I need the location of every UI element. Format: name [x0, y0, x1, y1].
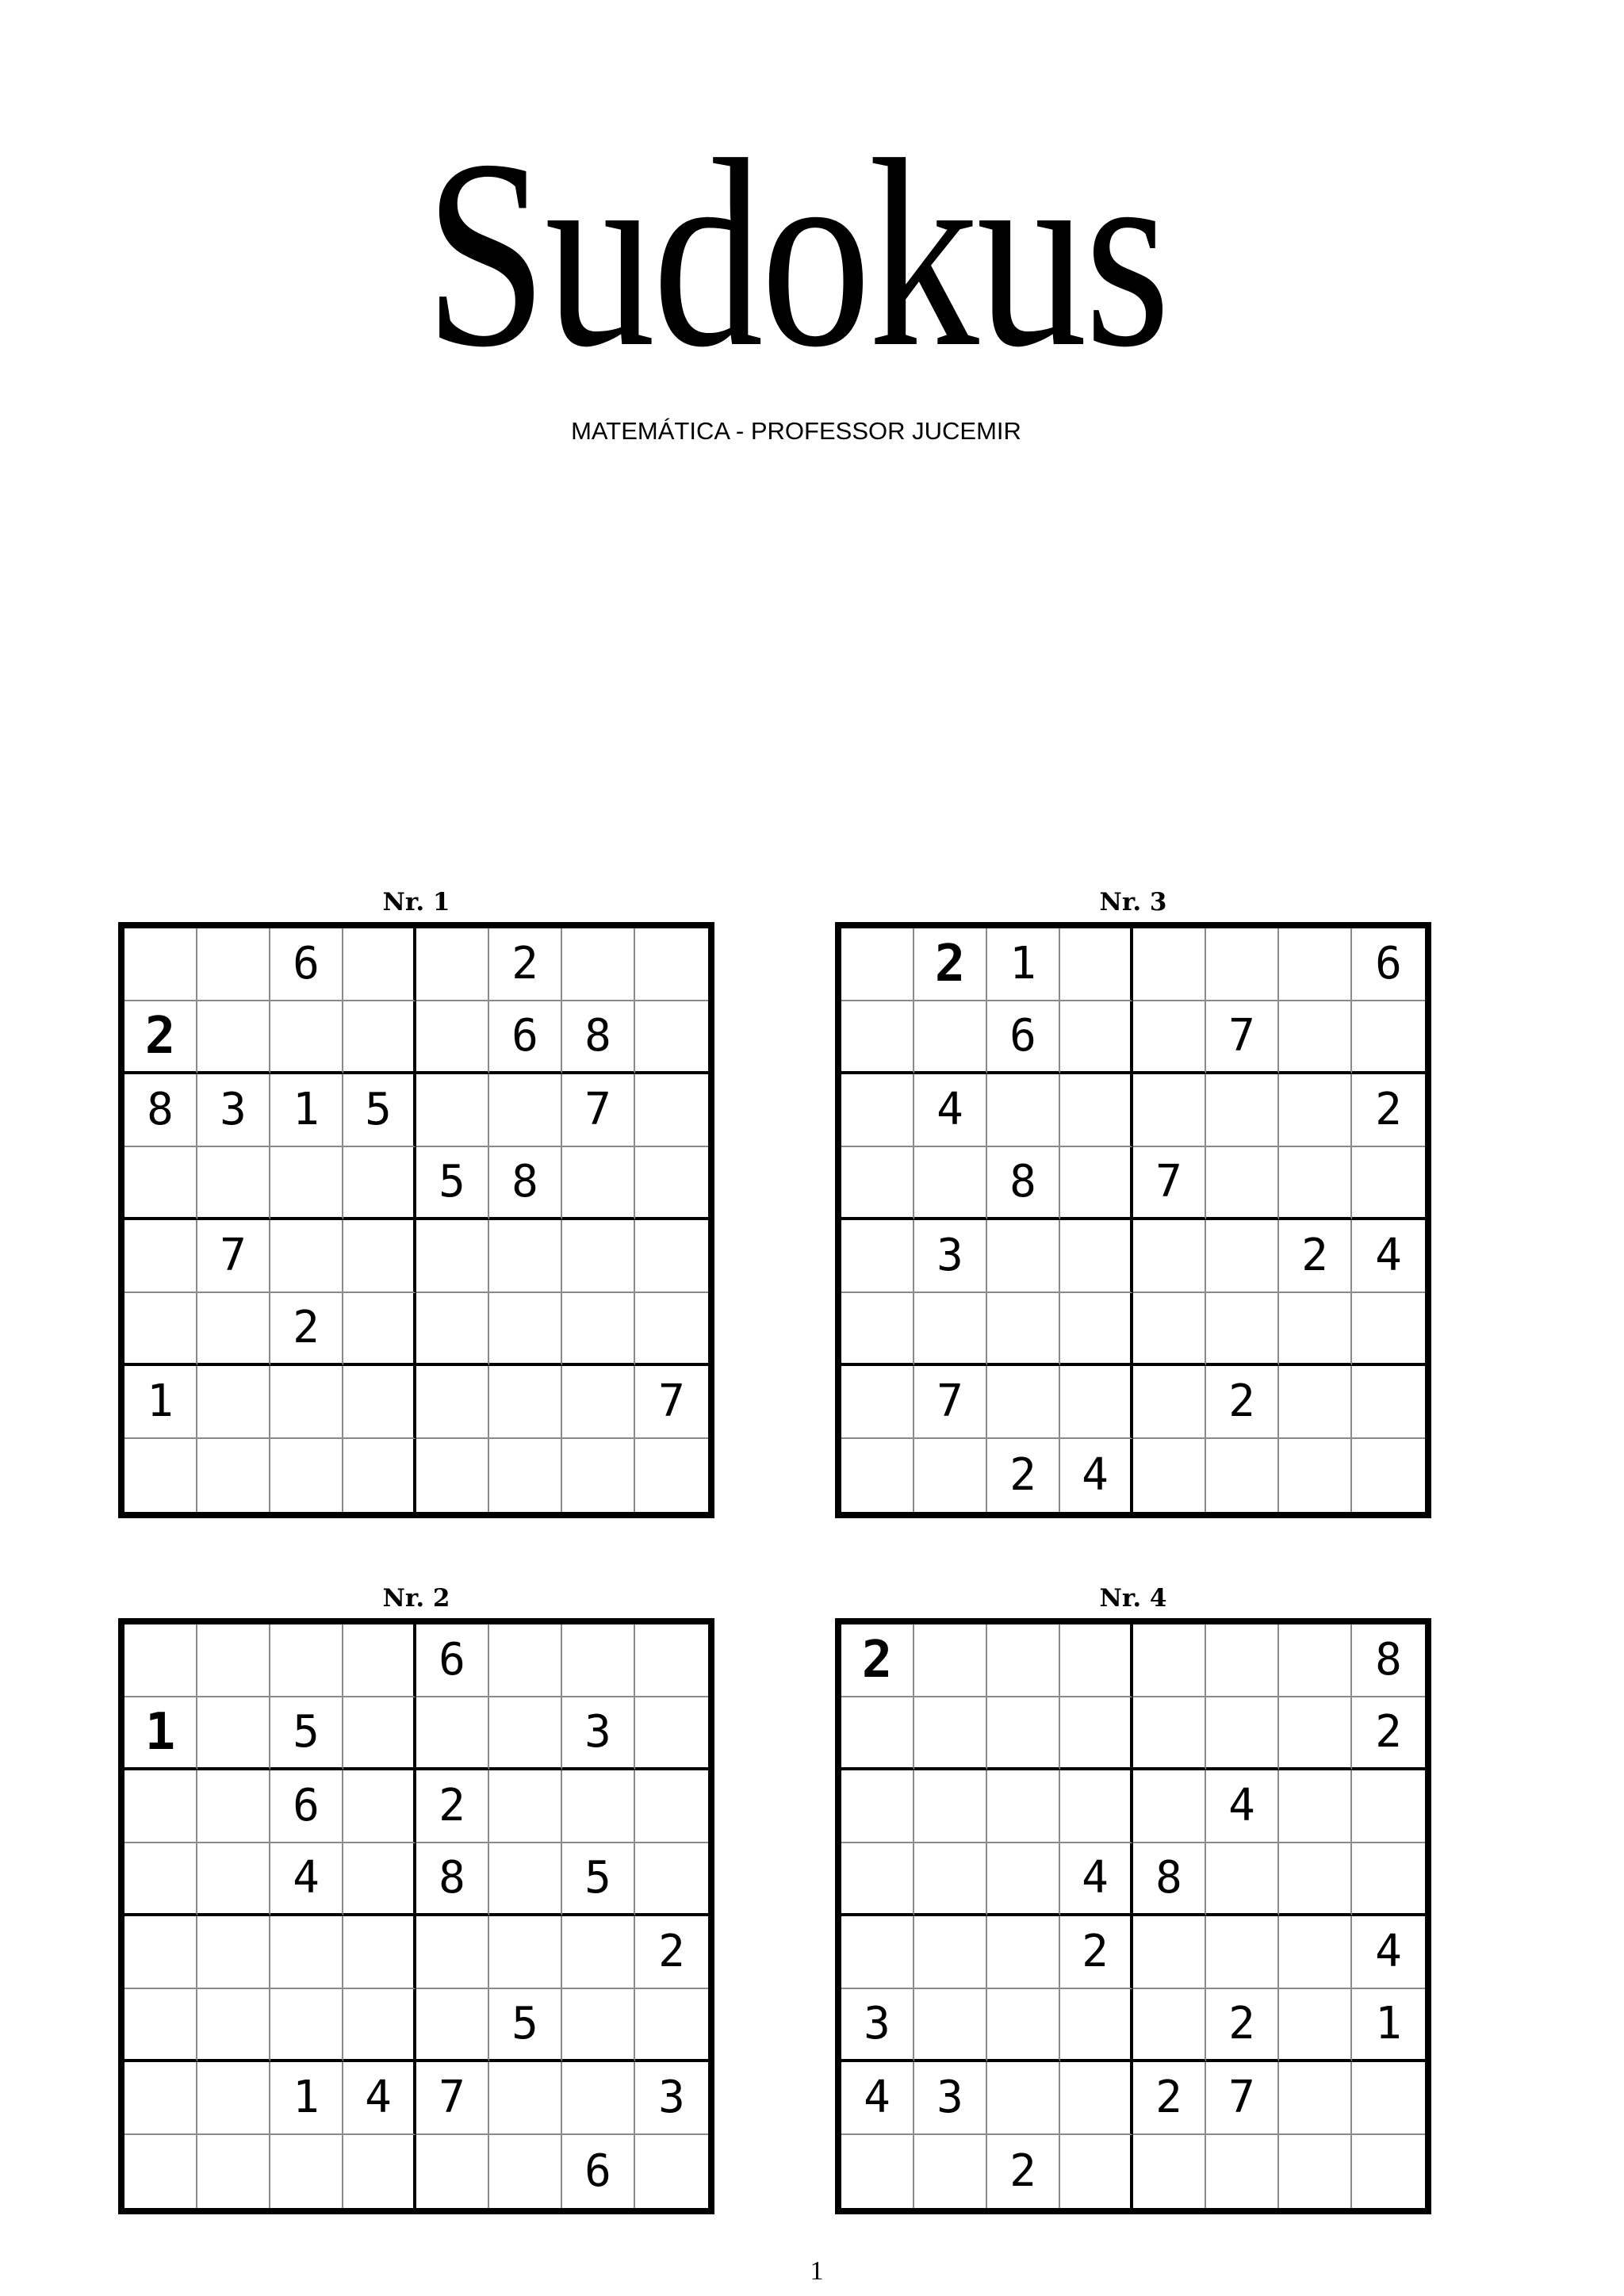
sudoku-cell — [635, 1220, 708, 1293]
sudoku-cell — [1060, 1770, 1133, 1843]
sudoku-cell: 4 — [1206, 1770, 1279, 1843]
sudoku-cell — [197, 1147, 270, 1220]
sudoku-cell — [635, 1843, 708, 1916]
sudoku-cell — [1206, 1220, 1279, 1293]
sudoku-cell — [562, 928, 635, 1001]
sudoku-cell: 2 — [841, 1624, 914, 1697]
sudoku-cell: 2 — [416, 1770, 489, 1843]
sudoku-cell: 6 — [1352, 928, 1425, 1001]
sudoku-cell — [987, 1770, 1060, 1843]
sudoku-cell — [270, 1916, 343, 1989]
sudoku-cell — [841, 1220, 914, 1293]
sudoku-puzzle-3 — [835, 888, 1431, 1518]
page-number: 1 — [810, 2256, 824, 2286]
sudoku-cell — [1279, 1770, 1352, 1843]
sudoku-cell — [1352, 1147, 1425, 1220]
sudoku-cell: 2 — [1133, 2062, 1206, 2135]
sudoku-puzzle-4 — [835, 1584, 1431, 2214]
sudoku-cell — [841, 1770, 914, 1843]
sudoku-cell — [1206, 1293, 1279, 1366]
sudoku-cell: 4 — [1352, 1916, 1425, 1989]
sudoku-cell — [416, 928, 489, 1001]
sudoku-cell — [343, 1916, 416, 1989]
sudoku-cell — [914, 1439, 987, 1512]
sudoku-cell — [270, 1001, 343, 1074]
sudoku-cell — [1206, 1439, 1279, 1512]
sudoku-cell: 6 — [987, 1001, 1060, 1074]
sudoku-cell: 4 — [1352, 1220, 1425, 1293]
sudoku-cell: 7 — [635, 1366, 708, 1439]
sudoku-cell: 1 — [124, 1366, 197, 1439]
sudoku-cell — [1279, 1439, 1352, 1512]
sudoku-cell — [489, 1624, 562, 1697]
sudoku-grid — [835, 1618, 1431, 2214]
sudoku-cell — [1206, 1147, 1279, 1220]
sudoku-cell — [1060, 1293, 1133, 1366]
sudoku-cell — [987, 1293, 1060, 1366]
sudoku-cell: 3 — [562, 1697, 635, 1770]
sudoku-cell — [270, 1220, 343, 1293]
sudoku-cell — [489, 1074, 562, 1147]
sudoku-cell — [197, 1916, 270, 1989]
sudoku-cell — [841, 1074, 914, 1147]
sudoku-cell — [1060, 928, 1133, 1001]
sudoku-cell — [1279, 1989, 1352, 2062]
sudoku-cell — [1060, 1697, 1133, 1770]
sudoku-cell — [489, 1293, 562, 1366]
sudoku-cell — [416, 1916, 489, 1989]
sudoku-cell — [841, 1001, 914, 1074]
sudoku-cell — [489, 1220, 562, 1293]
sudoku-cell — [1279, 928, 1352, 1001]
sudoku-cell — [1133, 1770, 1206, 1843]
sudoku-cell — [562, 2062, 635, 2135]
sudoku-cell — [914, 1916, 987, 1989]
sudoku-cell: 2 — [987, 1439, 1060, 1512]
sudoku-cell — [343, 1770, 416, 1843]
sudoku-cell: 2 — [635, 1916, 708, 1989]
sudoku-cell: 8 — [489, 1147, 562, 1220]
sudoku-cell — [1060, 2135, 1133, 2208]
sudoku-cell — [1279, 1293, 1352, 1366]
sudoku-cell — [124, 1147, 197, 1220]
sudoku-cell — [1133, 1624, 1206, 1697]
sudoku-cell — [914, 1843, 987, 1916]
sudoku-cell — [270, 1624, 343, 1697]
sudoku-cell — [1133, 1366, 1206, 1439]
sudoku-cell — [841, 1366, 914, 1439]
sudoku-cell — [635, 1989, 708, 2062]
sudoku-cell — [1279, 2062, 1352, 2135]
sudoku-cell — [197, 1989, 270, 2062]
sudoku-grid — [118, 922, 714, 1518]
sudoku-cell: 7 — [562, 1074, 635, 1147]
sudoku-cell — [562, 1220, 635, 1293]
sudoku-cell — [1060, 1989, 1133, 2062]
sudoku-cell — [914, 2135, 987, 2208]
sudoku-cell — [562, 1366, 635, 1439]
sudoku-cell — [1133, 1293, 1206, 1366]
sudoku-cell — [1279, 1366, 1352, 1439]
sudoku-cell: 2 — [1279, 1220, 1352, 1293]
sudoku-cell — [197, 2062, 270, 2135]
sudoku-cell — [197, 1439, 270, 1512]
sudoku-cell — [914, 1147, 987, 1220]
sudoku-cell: 3 — [197, 1074, 270, 1147]
sudoku-cell — [270, 1439, 343, 1512]
sudoku-cell — [635, 1697, 708, 1770]
sudoku-cell — [416, 1989, 489, 2062]
sudoku-cell: 2 — [1060, 1916, 1133, 1989]
sudoku-cell — [987, 1843, 1060, 1916]
sudoku-cell — [635, 1439, 708, 1512]
sudoku-cell — [270, 1989, 343, 2062]
sudoku-cell — [489, 1697, 562, 1770]
sudoku-cell — [343, 928, 416, 1001]
sudoku-cell: 2 — [1206, 1989, 1279, 2062]
sudoku-cell — [1279, 1697, 1352, 1770]
sudoku-cell: 8 — [1352, 1624, 1425, 1697]
sudoku-cell — [1352, 2135, 1425, 2208]
sudoku-cell — [841, 1147, 914, 1220]
sudoku-cell — [124, 1439, 197, 1512]
sudoku-cell — [1352, 1843, 1425, 1916]
sudoku-cell — [1352, 1293, 1425, 1366]
sudoku-cell — [635, 1074, 708, 1147]
sudoku-cell — [1206, 1843, 1279, 1916]
sudoku-cell: 4 — [1060, 1843, 1133, 1916]
sudoku-cell: 4 — [270, 1843, 343, 1916]
sudoku-cell — [987, 1989, 1060, 2062]
sudoku-cell — [914, 1770, 987, 1843]
sudoku-cell: 4 — [841, 2062, 914, 2135]
sudoku-cell — [1133, 1916, 1206, 1989]
sudoku-cell — [1133, 2135, 1206, 2208]
puzzle-label: Nr. 2 — [382, 1584, 450, 1613]
sudoku-cell — [987, 1916, 1060, 1989]
sudoku-cell — [124, 1293, 197, 1366]
sudoku-cell — [562, 1989, 635, 2062]
sudoku-cell — [635, 2135, 708, 2208]
sudoku-cell: 2 — [987, 2135, 1060, 2208]
sudoku-cell — [197, 1366, 270, 1439]
sudoku-cell — [343, 2135, 416, 2208]
sudoku-cell — [635, 1293, 708, 1366]
sudoku-cell — [1352, 2062, 1425, 2135]
sudoku-cell: 8 — [987, 1147, 1060, 1220]
sudoku-cell — [841, 1843, 914, 1916]
sudoku-cell — [1279, 2135, 1352, 2208]
sudoku-cell — [343, 1293, 416, 1366]
sudoku-cell — [489, 2062, 562, 2135]
sudoku-cell — [1279, 1001, 1352, 1074]
sudoku-cell — [197, 928, 270, 1001]
sudoku-cell — [197, 1293, 270, 1366]
sudoku-cell — [416, 1697, 489, 1770]
sudoku-cell: 2 — [124, 1001, 197, 1074]
sudoku-cell — [124, 2135, 197, 2208]
sudoku-cell — [1352, 1366, 1425, 1439]
sudoku-cell — [197, 1001, 270, 1074]
sudoku-cell: 5 — [343, 1074, 416, 1147]
sudoku-cell — [1133, 1220, 1206, 1293]
sudoku-cell — [1279, 1147, 1352, 1220]
sudoku-cell — [841, 928, 914, 1001]
sudoku-cell — [841, 1293, 914, 1366]
sudoku-cell — [562, 1916, 635, 1989]
sudoku-cell: 3 — [841, 1989, 914, 2062]
sudoku-cell — [416, 1439, 489, 1512]
sudoku-cell — [635, 1147, 708, 1220]
sudoku-cell — [635, 1770, 708, 1843]
sudoku-cell — [1060, 1147, 1133, 1220]
sudoku-cell — [416, 1293, 489, 1366]
puzzle-label: Nr. 4 — [1099, 1584, 1167, 1613]
sudoku-cell — [197, 2135, 270, 2208]
page-subtitle: MATEMÁTICA - PROFESSOR JUCEMIR — [571, 417, 1021, 445]
sudoku-cell: 1 — [987, 928, 1060, 1001]
sudoku-cell: 1 — [1352, 1989, 1425, 2062]
sudoku-cell — [1352, 1770, 1425, 1843]
sudoku-cell — [124, 2062, 197, 2135]
sudoku-grid — [118, 1618, 714, 2214]
sudoku-cell — [416, 1074, 489, 1147]
sudoku-cell — [841, 1439, 914, 1512]
sudoku-cell — [197, 1624, 270, 1697]
sudoku-cell — [987, 2062, 1060, 2135]
sudoku-cell — [1279, 1843, 1352, 1916]
sudoku-cell: 4 — [914, 1074, 987, 1147]
sudoku-cell — [197, 1843, 270, 1916]
sudoku-cell: 1 — [270, 2062, 343, 2135]
sudoku-cell — [124, 1624, 197, 1697]
sudoku-cell — [562, 1147, 635, 1220]
sudoku-cell — [1352, 1439, 1425, 1512]
sudoku-cell — [1133, 1074, 1206, 1147]
sudoku-cell — [343, 1366, 416, 1439]
sudoku-cell: 5 — [416, 1147, 489, 1220]
sudoku-cell: 2 — [914, 928, 987, 1001]
sudoku-cell — [1060, 1001, 1133, 1074]
sudoku-cell — [1279, 1074, 1352, 1147]
sudoku-cell — [1352, 1001, 1425, 1074]
sudoku-cell — [197, 1697, 270, 1770]
sudoku-cell — [1060, 1074, 1133, 1147]
sudoku-cell — [1060, 1220, 1133, 1293]
sudoku-cell: 7 — [1206, 2062, 1279, 2135]
sudoku-cell: 1 — [270, 1074, 343, 1147]
sudoku-cell: 4 — [343, 2062, 416, 2135]
sudoku-cell — [270, 1366, 343, 1439]
sudoku-cell: 5 — [562, 1843, 635, 1916]
sudoku-puzzle-1 — [118, 888, 714, 1518]
sudoku-cell — [1133, 1989, 1206, 2062]
sudoku-cell — [635, 928, 708, 1001]
sudoku-cell — [197, 1770, 270, 1843]
sudoku-cell — [1060, 1366, 1133, 1439]
sudoku-cell: 7 — [914, 1366, 987, 1439]
sudoku-cell: 3 — [914, 2062, 987, 2135]
sudoku-cell: 5 — [489, 1989, 562, 2062]
sudoku-cell: 6 — [489, 1001, 562, 1074]
sudoku-cell — [343, 1439, 416, 1512]
sudoku-cell — [343, 1001, 416, 1074]
sudoku-cell: 5 — [270, 1697, 343, 1770]
sudoku-cell: 4 — [1060, 1439, 1133, 1512]
sudoku-cell — [841, 1916, 914, 1989]
sudoku-cell — [489, 1366, 562, 1439]
sudoku-cell — [124, 1989, 197, 2062]
sudoku-cell: 8 — [562, 1001, 635, 1074]
sudoku-cell — [914, 1001, 987, 1074]
sudoku-cell — [1133, 1439, 1206, 1512]
sudoku-cell: 7 — [197, 1220, 270, 1293]
sudoku-cell: 7 — [1206, 1001, 1279, 1074]
sudoku-cell — [416, 1220, 489, 1293]
sudoku-cell — [416, 1366, 489, 1439]
sudoku-cell — [270, 2135, 343, 2208]
puzzle-label: Nr. 1 — [382, 888, 450, 916]
sudoku-cell — [562, 1293, 635, 1366]
sudoku-cell: 2 — [1206, 1366, 1279, 1439]
sudoku-cell — [987, 1220, 1060, 1293]
sudoku-cell — [562, 1624, 635, 1697]
sudoku-cell — [124, 928, 197, 1001]
sudoku-cell — [489, 2135, 562, 2208]
sudoku-cell: 2 — [1352, 1074, 1425, 1147]
sudoku-cell: 6 — [270, 1770, 343, 1843]
sudoku-cell — [562, 1439, 635, 1512]
page-title: Sudokus — [424, 104, 1168, 403]
sudoku-cell: 8 — [1133, 1843, 1206, 1916]
sudoku-cell: 6 — [270, 928, 343, 1001]
sudoku-cell — [343, 1989, 416, 2062]
sudoku-cell — [416, 2135, 489, 2208]
sudoku-cell — [987, 1074, 1060, 1147]
sudoku-cell — [343, 1843, 416, 1916]
sudoku-cell — [124, 1770, 197, 1843]
sudoku-cell — [1133, 928, 1206, 1001]
sudoku-cell: 7 — [1133, 1147, 1206, 1220]
sudoku-cell — [841, 2135, 914, 2208]
sudoku-cell — [1133, 1001, 1206, 1074]
sudoku-cell — [1206, 1074, 1279, 1147]
sudoku-cell — [1060, 1624, 1133, 1697]
sudoku-cell — [124, 1916, 197, 1989]
sudoku-cell — [914, 1293, 987, 1366]
sudoku-cell — [1206, 2135, 1279, 2208]
sudoku-cell — [987, 1624, 1060, 1697]
sudoku-cell: 8 — [124, 1074, 197, 1147]
sudoku-cell — [914, 1989, 987, 2062]
sudoku-cell — [489, 1439, 562, 1512]
sudoku-grid — [835, 922, 1431, 1518]
sudoku-cell — [1206, 1916, 1279, 1989]
sudoku-puzzle-2 — [118, 1584, 714, 2214]
sudoku-cell — [1060, 2062, 1133, 2135]
sudoku-cell — [124, 1843, 197, 1916]
sudoku-cell — [1133, 1697, 1206, 1770]
sudoku-cell — [987, 1697, 1060, 1770]
sudoku-cell — [343, 1147, 416, 1220]
sudoku-cell — [416, 1001, 489, 1074]
sudoku-cell — [270, 1147, 343, 1220]
sudoku-cell — [489, 1916, 562, 1989]
sudoku-cell: 2 — [270, 1293, 343, 1366]
sudoku-cell: 8 — [416, 1843, 489, 1916]
sudoku-cell — [562, 1770, 635, 1843]
sudoku-cell — [343, 1697, 416, 1770]
sudoku-cell — [343, 1220, 416, 1293]
puzzle-label: Nr. 3 — [1099, 888, 1167, 916]
sudoku-cell — [987, 1366, 1060, 1439]
sudoku-cell — [635, 1624, 708, 1697]
sudoku-cell — [914, 1697, 987, 1770]
sudoku-cell — [124, 1220, 197, 1293]
sudoku-cell: 1 — [124, 1697, 197, 1770]
sudoku-cell: 6 — [416, 1624, 489, 1697]
sudoku-cell — [1206, 1697, 1279, 1770]
sudoku-cell: 7 — [416, 2062, 489, 2135]
sudoku-cell — [1206, 928, 1279, 1001]
sudoku-cell — [1279, 1624, 1352, 1697]
sudoku-cell — [635, 1001, 708, 1074]
sudoku-cell: 2 — [489, 928, 562, 1001]
sudoku-cell: 3 — [635, 2062, 708, 2135]
sudoku-cell — [1206, 1624, 1279, 1697]
sudoku-cell: 3 — [914, 1220, 987, 1293]
sudoku-cell — [343, 1624, 416, 1697]
sudoku-cell — [489, 1770, 562, 1843]
sudoku-cell — [1279, 1916, 1352, 1989]
sudoku-cell — [489, 1843, 562, 1916]
sudoku-cell — [841, 1697, 914, 1770]
sudoku-cell: 6 — [562, 2135, 635, 2208]
sudoku-cell — [914, 1624, 987, 1697]
sudoku-cell: 2 — [1352, 1697, 1425, 1770]
